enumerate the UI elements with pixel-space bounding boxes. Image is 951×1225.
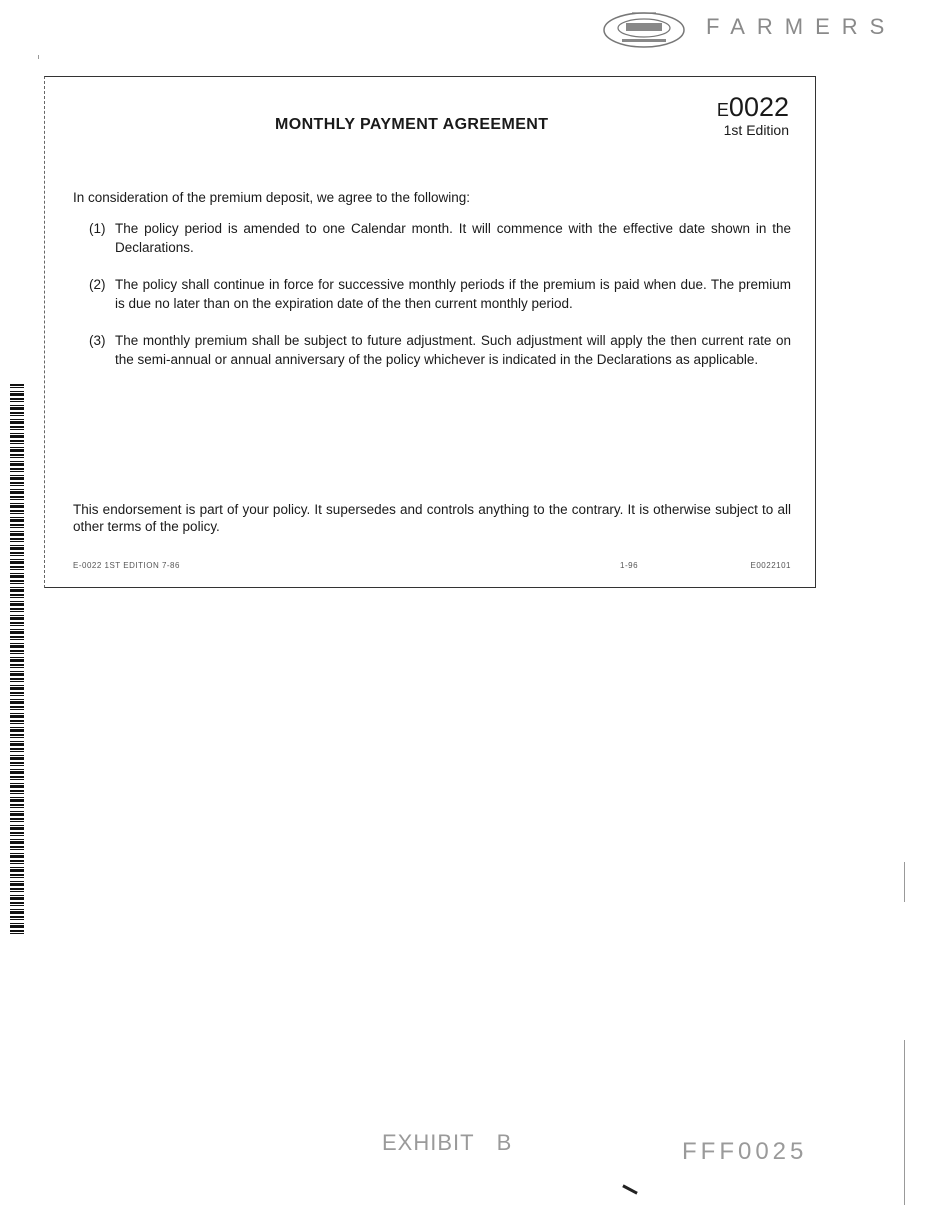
form-number-value: 0022 xyxy=(728,92,789,122)
brand-name: FARMERS xyxy=(706,14,897,39)
item-text: The monthly premium shall be subject to future adjustment. Such adjustment will apply the then current rate on the semi-annual or annual anniversary of the policy whichever is indicated in the Declarations as applicable. xyxy=(115,333,791,367)
form-edition: 1st Edition xyxy=(723,122,789,138)
agreement-items xyxy=(89,219,791,387)
item-text: The policy period is amended to one Calendar month. It will commence with the effective date shown in the Declarations. xyxy=(115,221,791,255)
farmers-shield-logo xyxy=(602,8,686,50)
footer-print-code: E0022101 xyxy=(750,561,791,570)
item-marker: (3) xyxy=(89,333,106,348)
footer-form-code: E-0022 1ST EDITION 7-86 xyxy=(73,561,180,570)
form-number xyxy=(717,92,789,122)
list-item xyxy=(89,331,791,369)
intro-text: In consideration of the premium deposit, we agree to the following: xyxy=(73,190,470,205)
list-item xyxy=(89,275,791,313)
endorsement-form xyxy=(44,76,816,588)
document-title: MONTHLY PAYMENT AGREEMENT xyxy=(275,116,549,133)
exhibit-letter: B xyxy=(496,1130,513,1155)
item-marker: (2) xyxy=(89,277,106,292)
barcode-strip xyxy=(10,384,24,936)
list-item xyxy=(89,219,791,257)
exhibit-stamp xyxy=(382,1130,512,1156)
scan-mark xyxy=(904,1040,905,1205)
closing-statement: This endorsement is part of your policy. It supersedes and controls anything to the contrary. It is otherwise subject to all other terms of the policy. xyxy=(73,502,791,534)
exhibit-label: EXHIBIT xyxy=(382,1130,475,1155)
scan-artifact xyxy=(622,1184,638,1194)
scan-mark xyxy=(38,55,39,59)
form-number-block xyxy=(717,94,789,137)
form-prefix: E xyxy=(716,100,729,120)
item-text: The policy shall continue in force for successive monthly periods if the premium is paid when due. The premium is due no later than on the expiration date of the then current monthly period. xyxy=(115,277,791,311)
item-marker: (1) xyxy=(89,221,106,236)
bates-number: FFF0025 xyxy=(682,1138,808,1165)
footer-date: 1-96 xyxy=(620,561,639,570)
scan-mark xyxy=(904,862,905,902)
